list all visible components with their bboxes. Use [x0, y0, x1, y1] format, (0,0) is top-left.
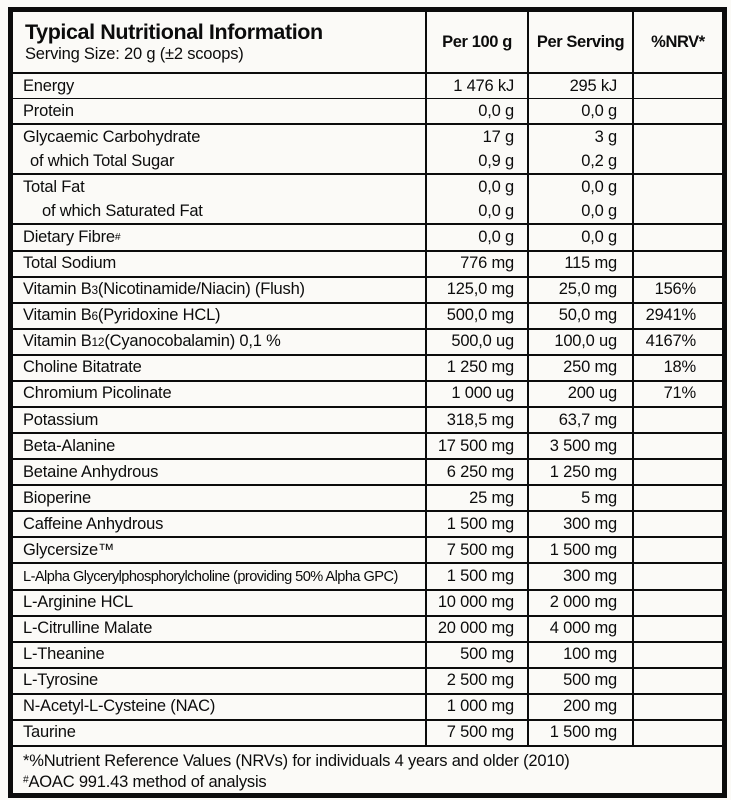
per-100g-value: 0,9 g — [425, 149, 527, 173]
nutrient-label: Total Fat — [23, 177, 85, 196]
table-row — [13, 380, 722, 406]
per-100g-value: 1 500 mg — [425, 512, 527, 536]
nrv-value — [632, 460, 722, 484]
table-row — [13, 98, 722, 123]
per-serving-value: 25,0 mg — [527, 278, 632, 302]
nutrient-label: of which Total Sugar — [30, 151, 175, 170]
per-100g-value: 7 500 mg — [425, 538, 527, 562]
footnote-line: #AOAC 991.43 method of analysis — [23, 772, 267, 791]
table-row — [13, 123, 722, 149]
per-serving-value: 1 250 mg — [527, 460, 632, 484]
per-100g-value: 500,0 mg — [425, 304, 527, 328]
per-serving-value: 295 kJ — [527, 74, 632, 98]
per-serving-value: 100 mg — [527, 643, 632, 667]
per-serving-value: 4 000 mg — [527, 617, 632, 641]
nrv-value: 18% — [632, 356, 722, 380]
table-row — [13, 536, 722, 562]
nutrient-label: Glycaemic Carbohydrate — [23, 127, 201, 146]
per-serving-value: 0,0 g — [527, 99, 632, 123]
nrv-value — [632, 125, 722, 149]
table-row — [13, 484, 722, 510]
table-row — [13, 615, 722, 641]
nrv-value: 4167% — [632, 330, 722, 354]
per-serving-value: 5 mg — [527, 486, 632, 510]
nutrient-label: Vitamin B 3 (Nicotinamide/Niacin) (Flush) — [23, 280, 305, 299]
per-serving-value: 0,0 g — [527, 199, 632, 223]
nutrient-label: Glycersize™ — [23, 540, 115, 559]
table-title: Typical Nutritional Information — [25, 19, 323, 44]
per-100g-value: 1 250 mg — [425, 356, 527, 380]
nrv-value: 71% — [632, 382, 722, 406]
per-100g-value: 17 500 mg — [425, 434, 527, 458]
nutrient-label: Dietary Fibre # — [23, 228, 121, 246]
per-serving-value: 100,0 ug — [527, 330, 632, 354]
table-row — [13, 250, 722, 276]
per-serving-value: 200 mg — [527, 695, 632, 719]
per-100g-value: 500,0 ug — [425, 330, 527, 354]
nrv-value — [632, 99, 722, 123]
nrv-value — [632, 149, 722, 173]
per-100g-value: 1 000 mg — [425, 695, 527, 719]
nutrient-label: L-Alpha Glycerylphosphorylcholine (providing 50% Alpha GPC) — [23, 568, 398, 585]
nutrient-label: Protein — [23, 101, 74, 120]
table-row — [13, 302, 722, 328]
nrv-value: 2941% — [632, 304, 722, 328]
table-row — [13, 149, 722, 173]
per-100g-value: 0,0 g — [425, 199, 527, 223]
per-serving-value: 250 mg — [527, 356, 632, 380]
nrv-value — [632, 643, 722, 667]
per-serving-value: 0,0 g — [527, 225, 632, 249]
per-serving-value: 300 mg — [527, 512, 632, 536]
per-100g-value: 500 mg — [425, 643, 527, 667]
table-row — [13, 510, 722, 536]
nrv-value — [632, 225, 722, 249]
per-serving-value: 63,7 mg — [527, 408, 632, 432]
per-serving-value: 3 500 mg — [527, 434, 632, 458]
per-100g-value: 1 476 kJ — [425, 74, 527, 98]
table-title-cell — [13, 12, 425, 72]
per-serving-value: 500 mg — [527, 669, 632, 693]
per-100g-value: 125,0 mg — [425, 278, 527, 302]
nutrient-label: of which Saturated Fat — [42, 201, 203, 220]
nrv-value — [632, 175, 722, 199]
per-serving-value: 200 ug — [527, 382, 632, 406]
per-serving-value: 50,0 mg — [527, 304, 632, 328]
nrv-value — [632, 538, 722, 562]
per-serving-value: 1 500 mg — [527, 721, 632, 745]
nrv-value — [632, 591, 722, 615]
nrv-value — [632, 408, 722, 432]
nutrient-label: Total Sodium — [23, 254, 116, 273]
table-row — [13, 719, 722, 745]
nutrient-label: Taurine — [23, 723, 76, 742]
table-row — [13, 641, 722, 667]
per-100g-value: 25 mg — [425, 486, 527, 510]
nrv-value — [632, 721, 722, 745]
table-row — [13, 328, 722, 354]
nrv-value — [632, 512, 722, 536]
per-100g-value: 17 g — [425, 125, 527, 149]
nrv-value: 156% — [632, 278, 722, 302]
serving-size-label: Serving Size: 20 g (±2 scoops) — [25, 45, 244, 64]
per-100g-value: 0,0 g — [425, 99, 527, 123]
column-header-per-serving: Per Serving — [527, 12, 632, 72]
nrv-value — [632, 74, 722, 98]
nrv-value — [632, 434, 722, 458]
table-row — [13, 667, 722, 693]
per-serving-value: 300 mg — [527, 564, 632, 588]
nrv-value — [632, 252, 722, 276]
nrv-value — [632, 695, 722, 719]
nutrient-label: Energy — [23, 76, 75, 95]
nrv-value — [632, 486, 722, 510]
nutrient-label: Chromium Picolinate — [23, 384, 172, 403]
per-100g-value: 2 500 mg — [425, 669, 527, 693]
nutrient-label: Choline Bitatrate — [23, 358, 142, 377]
table-row — [13, 562, 722, 588]
column-header-nrv: %NRV* — [632, 12, 722, 72]
nutrient-label: Vitamin B 6 (Pyridoxine HCL) — [23, 306, 221, 325]
nrv-value — [632, 669, 722, 693]
per-100g-value: 20 000 mg — [425, 617, 527, 641]
nutrient-label: Vitamin B 12 (Cyanocobalamin) 0,1 % — [23, 332, 281, 351]
nutrient-label: L-Citrulline Malate — [23, 619, 153, 638]
table-row — [13, 74, 722, 98]
table-row — [13, 223, 722, 249]
table-header — [13, 12, 722, 74]
nrv-value — [632, 564, 722, 588]
table-row — [13, 406, 722, 432]
per-serving-value: 0,0 g — [527, 175, 632, 199]
per-100g-value: 6 250 mg — [425, 460, 527, 484]
per-serving-value: 2 000 mg — [527, 591, 632, 615]
table-row — [13, 354, 722, 380]
table-row — [13, 432, 722, 458]
footnotes — [13, 745, 722, 793]
per-100g-value: 776 mg — [425, 252, 527, 276]
footnote-line: *%Nutrient Reference Values (NRVs) for individuals 4 years and older (2010) — [23, 751, 570, 770]
table-row — [13, 276, 722, 302]
nutrient-label: Caffeine Anhydrous — [23, 514, 164, 533]
nutrient-label: L-Tyrosine — [23, 671, 99, 690]
table-row — [13, 173, 722, 199]
per-100g-value: 1 500 mg — [425, 564, 527, 588]
nutrient-label: Bioperine — [23, 488, 91, 507]
table-row — [13, 589, 722, 615]
per-100g-value: 0,0 g — [425, 175, 527, 199]
nutrient-label: Potassium — [23, 410, 99, 429]
per-serving-value: 115 mg — [527, 252, 632, 276]
per-100g-value: 318,5 mg — [425, 408, 527, 432]
nutrient-label: N-Acetyl-L-Cysteine (NAC) — [23, 697, 216, 716]
nutrient-label: L-Theanine — [23, 645, 105, 664]
nrv-value — [632, 617, 722, 641]
nutrient-label: L-Arginine HCL — [23, 593, 134, 612]
nutrient-label: Beta-Alanine — [23, 436, 116, 455]
per-serving-value: 0,2 g — [527, 149, 632, 173]
nutrition-facts-table — [8, 7, 727, 798]
per-100g-value: 1 000 ug — [425, 382, 527, 406]
per-serving-value: 1 500 mg — [527, 538, 632, 562]
nutrient-label: Betaine Anhydrous — [23, 462, 159, 481]
per-100g-value: 0,0 g — [425, 225, 527, 249]
column-header-per-100g: Per 100 g — [425, 12, 527, 72]
per-100g-value: 10 000 mg — [425, 591, 527, 615]
table-row — [13, 693, 722, 719]
nrv-value — [632, 199, 722, 223]
table-row — [13, 458, 722, 484]
table-row — [13, 199, 722, 223]
per-100g-value: 7 500 mg — [425, 721, 527, 745]
table-body — [13, 74, 722, 745]
per-serving-value: 3 g — [527, 125, 632, 149]
